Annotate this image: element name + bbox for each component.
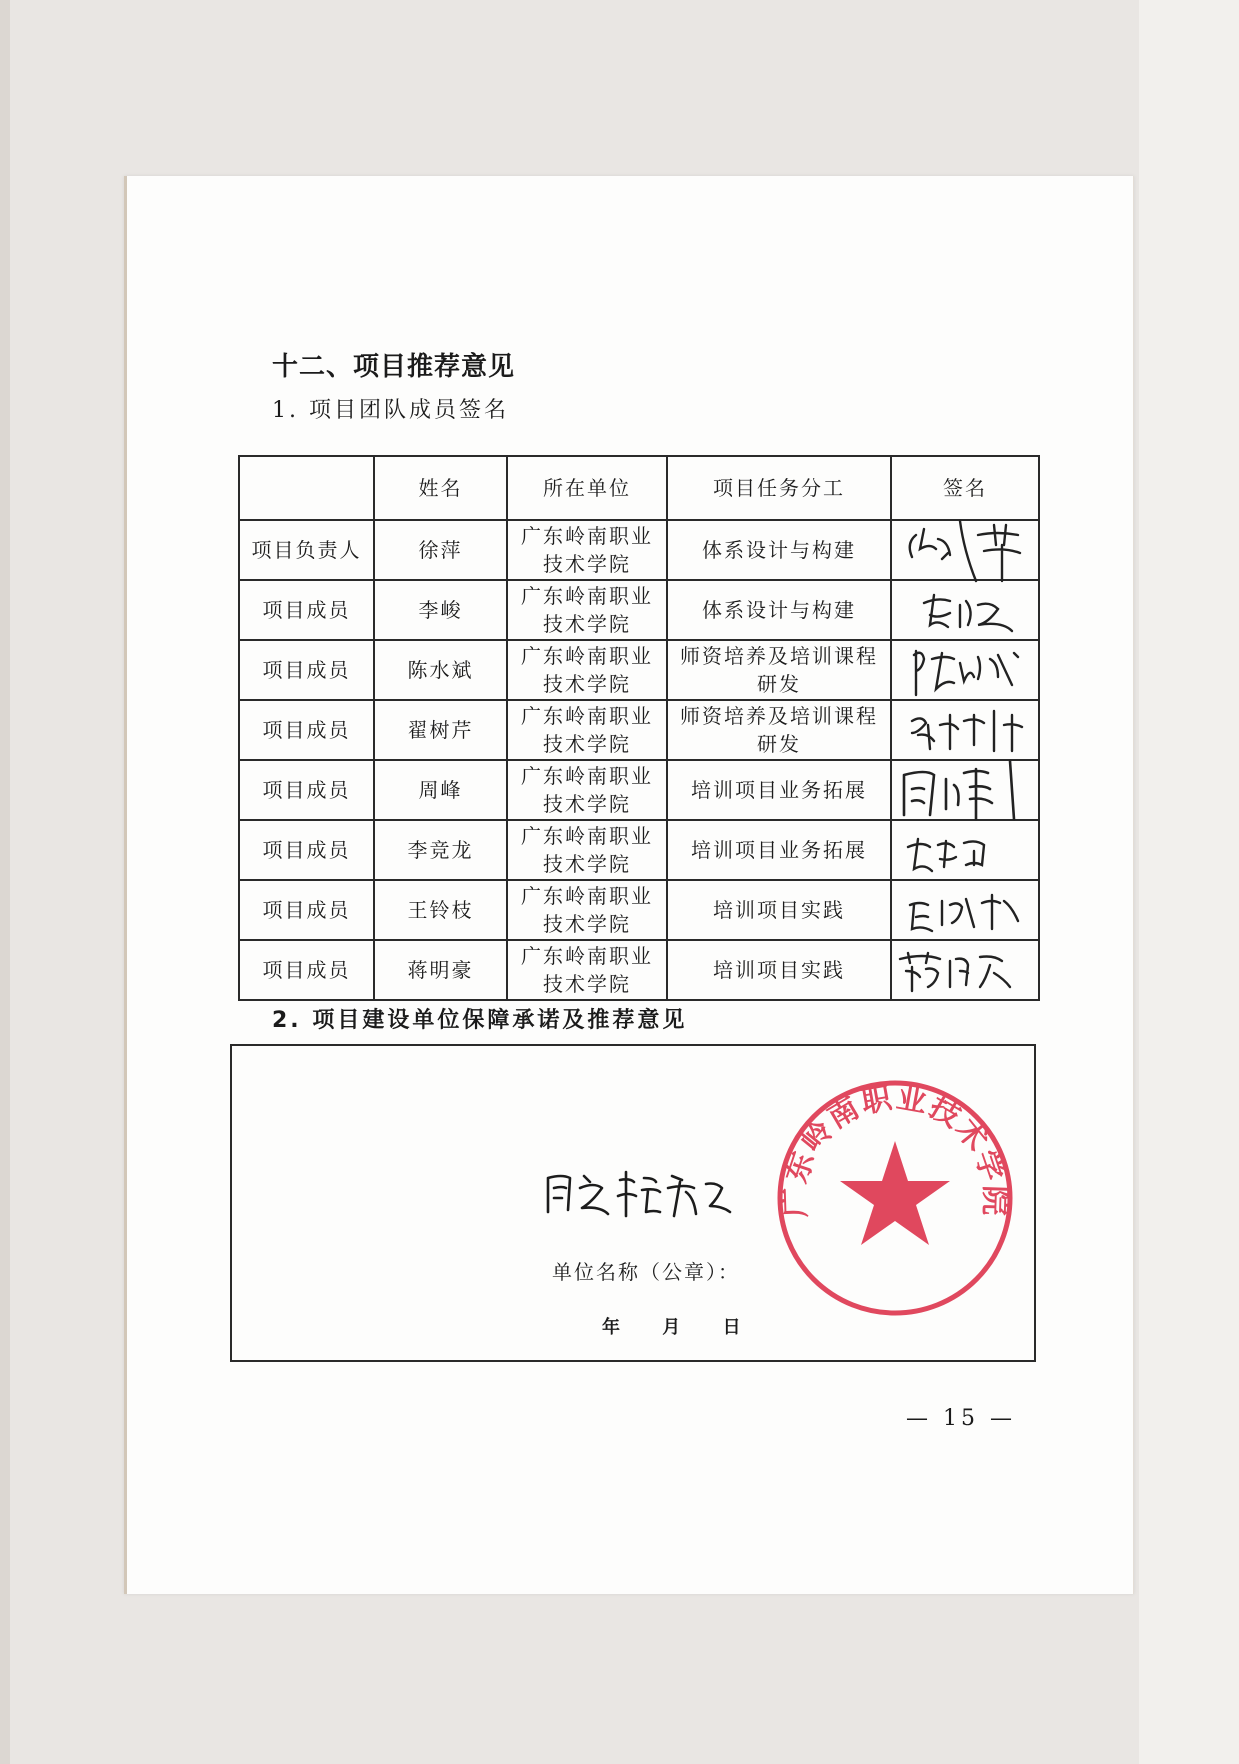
cell-role: 项目成员 [239, 880, 374, 940]
cell-name: 蒋明豪 [374, 940, 507, 1000]
table-header-row [239, 456, 1039, 520]
cell-unit: 广东岭南职业技术学院 [507, 880, 667, 940]
cell-signature [891, 640, 1039, 700]
cell-role: 项目成员 [239, 760, 374, 820]
cell-task: 师资培养及培训课程研发 [667, 640, 891, 700]
table-row [239, 700, 1039, 760]
cell-unit: 广东岭南职业技术学院 [507, 700, 667, 760]
cell-task: 体系设计与构建 [667, 520, 891, 580]
cell-signature [891, 880, 1039, 940]
cell-name: 徐萍 [374, 520, 507, 580]
cell-signature [891, 700, 1039, 760]
cell-name: 陈水斌 [374, 640, 507, 700]
header-role [239, 456, 374, 520]
year-label: 年 [602, 1317, 620, 1338]
cell-signature [891, 940, 1039, 1000]
header-name: 姓名 [374, 456, 507, 520]
cell-unit: 广东岭南职业技术学院 [507, 640, 667, 700]
cell-unit: 广东岭南职业技术学院 [507, 520, 667, 580]
cell-task: 师资培养及培训课程研发 [667, 700, 891, 760]
table-row [239, 940, 1039, 1000]
header-task: 项目任务分工 [667, 456, 891, 520]
cell-task: 培训项目业务拓展 [667, 820, 891, 880]
cell-unit: 广东岭南职业技术学院 [507, 580, 667, 640]
subsection-1-title: 1. 项目团队成员签名 [272, 398, 509, 423]
cell-role: 项目负责人 [239, 520, 374, 580]
cell-signature [891, 820, 1039, 880]
section-title: 十二、项目推荐意见 [272, 352, 516, 382]
cell-signature [891, 760, 1039, 820]
scan-edge-right [1139, 0, 1239, 1764]
table-row [239, 640, 1039, 700]
scan-edge-left [0, 0, 10, 1764]
table-row [239, 580, 1039, 640]
table-row [239, 520, 1039, 580]
cell-unit: 广东岭南职业技术学院 [507, 820, 667, 880]
cell-signature [891, 520, 1039, 580]
cell-role: 项目成员 [239, 640, 374, 700]
cell-task: 培训项目实践 [667, 880, 891, 940]
page-number: — 15 — [906, 1406, 1016, 1431]
header-signature: 签名 [891, 456, 1039, 520]
date-line [602, 1313, 777, 1339]
unit-name-stamp-label: 单位名称（公章）： [552, 1260, 740, 1284]
table-row [239, 760, 1039, 820]
cell-name: 王铃枝 [374, 880, 507, 940]
cell-name: 李竞龙 [374, 820, 507, 880]
month-label: 月 [662, 1317, 681, 1338]
seal-text: 广东岭南职业技术学院 [777, 1080, 1013, 1218]
cell-signature [891, 580, 1039, 640]
day-label: 日 [722, 1317, 741, 1338]
table-row [239, 880, 1039, 940]
handwritten-opinion [540, 1162, 740, 1222]
cell-role: 项目成员 [239, 940, 374, 1000]
cell-role: 项目成员 [239, 700, 374, 760]
cell-name: 周峰 [374, 760, 507, 820]
cell-role: 项目成员 [239, 820, 374, 880]
cell-task: 体系设计与构建 [667, 580, 891, 640]
cell-name: 翟树芹 [374, 700, 507, 760]
handwritten-signature [894, 935, 1034, 1005]
subsection-2-title: 2. 项目建设单位保障承诺及推荐意见 [272, 1008, 688, 1033]
cell-task: 培训项目业务拓展 [667, 760, 891, 820]
header-unit: 所在单位 [507, 456, 667, 520]
table-row [239, 820, 1039, 880]
team-members-table [238, 455, 1040, 1001]
cell-task: 培训项目实践 [667, 940, 891, 1000]
official-seal-icon [770, 1073, 1020, 1323]
cell-unit: 广东岭南职业技术学院 [507, 940, 667, 1000]
cell-name: 李峻 [374, 580, 507, 640]
cell-role: 项目成员 [239, 580, 374, 640]
cell-unit: 广东岭南职业技术学院 [507, 760, 667, 820]
